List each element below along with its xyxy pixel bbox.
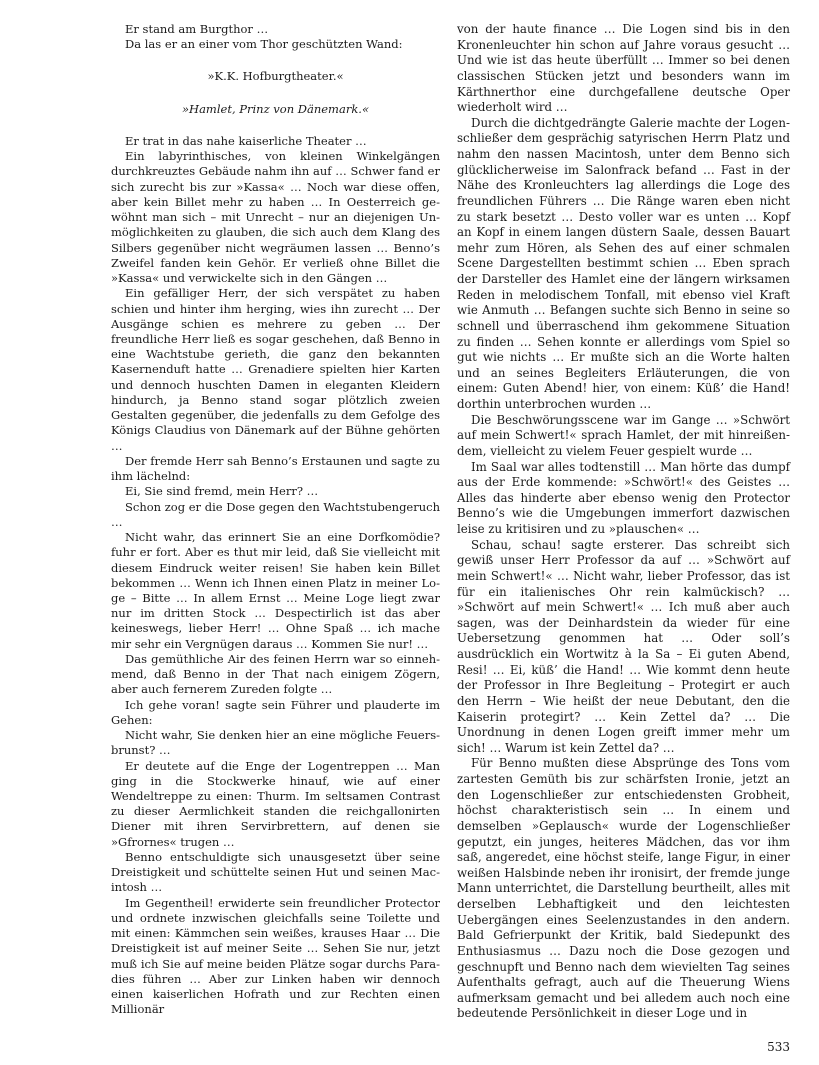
paragraph: Benno entschuldigte sich unausgesetzt über seine Dreistigkeit und schüttelte seinen Hut und seinen Macintosh … — [111, 849, 440, 895]
paragraph: Er trat in das nahe kaiserliche Theater … — [125, 133, 367, 148]
paragraph-continued: von der haute finance … Die Logen sind bis in den Kronenleuchter hin schon auf Jahre voraus gesucht … Und wie ist das heute überfüllt … Immer so bei denen classischen Stücken jetzt und besonders wann im Kärthnerthor eine durchgefallene deutsche Oper wiederholt wird … — [457, 22, 790, 115]
paragraph: Durch die dichtgedrängte Galerie machte der Logenschließer dem gesprächig satyrischen Herrn Platz und nahm den nassen Macintosh, unter dem Benno sich glücklicherweise im Salonfrack befand … Fast in der Nähe des Kronleuchters lag allerdings die Loge des freundlichen Führers … Die Ränge waren eben nicht zu stark besetzt … Desto voller war es unten … Kopf an Kopf in einem langen düstern Saale, dessen Bauart mehr zum Hören, als Sehen des auf einer schmalen Scene Dargestellten bestimmt schien … Eben sprach der Darsteller des Hamlet eine der längern wirksamen Reden in melodischem Tonfall, mit ebenso viel Kraft wie Anmuth … Befangen suchte sich Benno in seine so schnell und überraschend ihm gekommene Situation zu finden … Sehen konnte er allerdings vom Spiel so gut wie nichts … Er mußte sich an die Worte halten und an seines Begleiters Erläuterungen, die von einem: Guten Abend! hier, von einem: Küß’ die Hand! dorthin unterbrochen wurden … — [457, 115, 790, 411]
paragraph: Er deutete auf die Enge der Logentreppen … Man ging in die Stockwerke hinauf, wie auf einer Wendeltreppe zu einen: Thurm. Im seltsamen Contrast zu dieser Aermlichkeit standen die reichgallonirten Diener mit ihren Servirbrettern, auf denen sie »Gfrornes« trugen … — [111, 758, 440, 849]
paragraph: Ein labyrinthisches, von kleinen Winkelgängen durchkreuztes Gebäude nahm ihn auf … Schwer fand er sich zurecht bis zur »Kassa« … Noch war diese offen, aber kein Billet mehr zu haben … In Oesterreich gewöhnt man sich – mit Unrecht – nur an diejenigen Unmöglichkeiten zu glauben, die sich auch dem Klang des Silbers gegenüber nicht wegräumen lassen … Benno’s Zweifel fanden kein Gehör. Er verließ ohne Billet die »Kassa« und verwickelte sich in den Gängen … — [111, 149, 440, 286]
paragraph: Die Beschwörungsscene war im Gange … »Schwört auf mein Schwert!« sprach Hamlet, der mit hinreißendem, vielleicht zu vielem Feuer gespielt wurde … — [457, 412, 790, 458]
paragraph: Der fremde Herr sah Benno’s Erstaunen und sagte zu ihm lächelnd: — [111, 453, 440, 484]
page-number: 533 — [767, 1040, 790, 1054]
paragraph: Ich gehe voran! sagte sein Führer und plauderte im Gehen: — [111, 697, 440, 727]
paragraph: Da las er an einer vom Thor geschützten Wand: — [125, 37, 403, 52]
right-column — [457, 22, 790, 1022]
paragraph: Nicht wahr, das erinnert Sie an eine Dorfkomödie? fuhr er fort. Aber es thut mir leid, daß Sie vielleicht mit diesem Eindruck weiter reisen! Sie haben kein Billet bekommen … Wenn ich Ihnen einen Platz in meiner Loge – Bitte … In allem Ernst … Meine Loge liegt zwar nur im dritten Stock … Despectirlich ist das aber keineswegs, lieber Herr! … Ohne Spaß … ich mache mir sehr ein Vergnügen daraus … Kommen Sie nur! … — [111, 530, 440, 651]
paragraph: Schau, schau! sagte ersterer. Das schreibt sich gewiß unser Herr Professor da auf … »Schwört auf mein Schwert!« … Nicht wahr, lieber Professor, das ist für ein italienisches Ohr rein kalmückisch? … »Schwört auf mein Schwert!« … Ich muß aber auch sagen, was der Deinhardstein da wieder für eine Uebersetzung genommen hat … Oder soll’s ausdrücklich ein Wortwitz à la Sa – Ei guten Abend, Resi! … Ei, küß’ die Hand! … Wie kommt denn heute der Professor in Ihre Begleitung – Protegirt er auch den Herrn – Wie heißt der neue Debutant, den die Kaiserin protegirt? … Kein Zettel da? … Die Unordnung in denen Logen greift immer mehr um sich! … Warum ist kein Zettel da? … — [457, 537, 790, 755]
left-column — [111, 22, 440, 1018]
poster-theatre-name: »K.K. Hofburgtheater.« — [207, 69, 344, 84]
paragraph: Nicht wahr, Sie denken hier an eine mögliche Feuersbrunst? … — [111, 728, 440, 758]
paragraph: Für Benno mußten diese Absprünge des Tons vom zartesten Gemüth bis zur schärfsten Ironie, jetzt an den Logenschließer zur entschiedensten Grobheit, höchst charakteristisch sein … In einem und demselben »Geplausch« wurde der Logenschließer geputzt, ein junges, heiteres Mädchen, das vor ihm saß, angeredet, eine höchst steife, lange Figur, in einer weißen Halsbinde neben ihr ironisirt, der fremde junge Mann unterrichtet, die Darstellung beurtheilt, alles mit derselben Lebhaftigkeit und den leichtesten Uebergängen eines Seelenzustandes in den andern. Bald Gefrierpunkt der Kritik, bald Siedepunkt des Enthusiasmus … Dazu noch die Dose gezogen und geschnupft und Benno nach dem wievielten Tag seines Aufenthalts gefragt, auch auf die Theuerung Wiens aufmerksam gemacht und bei alledem auch noch eine bedeutende Persönlichkeit in dieser Loge und in — [457, 756, 790, 1021]
paragraph: Das gemüthliche Air des feinen Herrn war so einnehmend, daß Benno in der That nach einigem Zögern, aber auch fernerem Zureden folgte … — [111, 651, 440, 697]
paragraph: Ei, Sie sind fremd, mein Herr? … — [125, 484, 319, 499]
paragraph: Schon zog er die Dose gegen den Wachtstubengeruch … — [111, 499, 440, 529]
poster-play-title: »Hamlet, Prinz von Dänemark.« — [182, 101, 369, 116]
paragraph: Im Gegentheil! erwiderte sein freundlicher Protector und ordnete inzwischen gleichfalls seine Toilette und mit einen: Kämmchen sein weißes, krauses Haar … Die Dreistigkeit ist auf meiner Seite … Sehen Sie nur, jetzt muß ich Sie auf meine beiden Plätze sogar durchs Paradies führen … Aber zur Linken haben wir dennoch einen kaiserlichen Hofrath und zur Rechten einen Millionär — [111, 895, 440, 1017]
paragraph: Er stand am Burgthor … — [125, 22, 269, 36]
paragraph: Ein gefälliger Herr, der sich verspätet zu haben schien und hinter ihm herging, wies ihn zurecht … Der Ausgänge schien es mehrere zu geben … Der freundliche Herr ließ es sogar geschehen, daß Benno in eine Wachtstube gerieth, die ganz den bekannten Kasernenduft hatte … Grenadiere spielten hier Karten und dennoch huschten Damen in eleganten Kleidern hindurch, ja Benno stand sogar plötzlich zweien Gestalten gegenüber, die jedenfalls zu dem Gefolge des Königs Claudius von Dänemark auf der Bühne gehörten … — [111, 286, 440, 453]
paragraph: Im Saal war alles todtenstill … Man hörte das dumpf aus der Erde kommende: »Schwört!« des Geistes … Alles das hinderte aber ebenso wenig den Protector Benno’s wie die Umgebungen immerfort dazwischen leise zu kritisiren und zu »plauschen« … — [457, 459, 790, 536]
